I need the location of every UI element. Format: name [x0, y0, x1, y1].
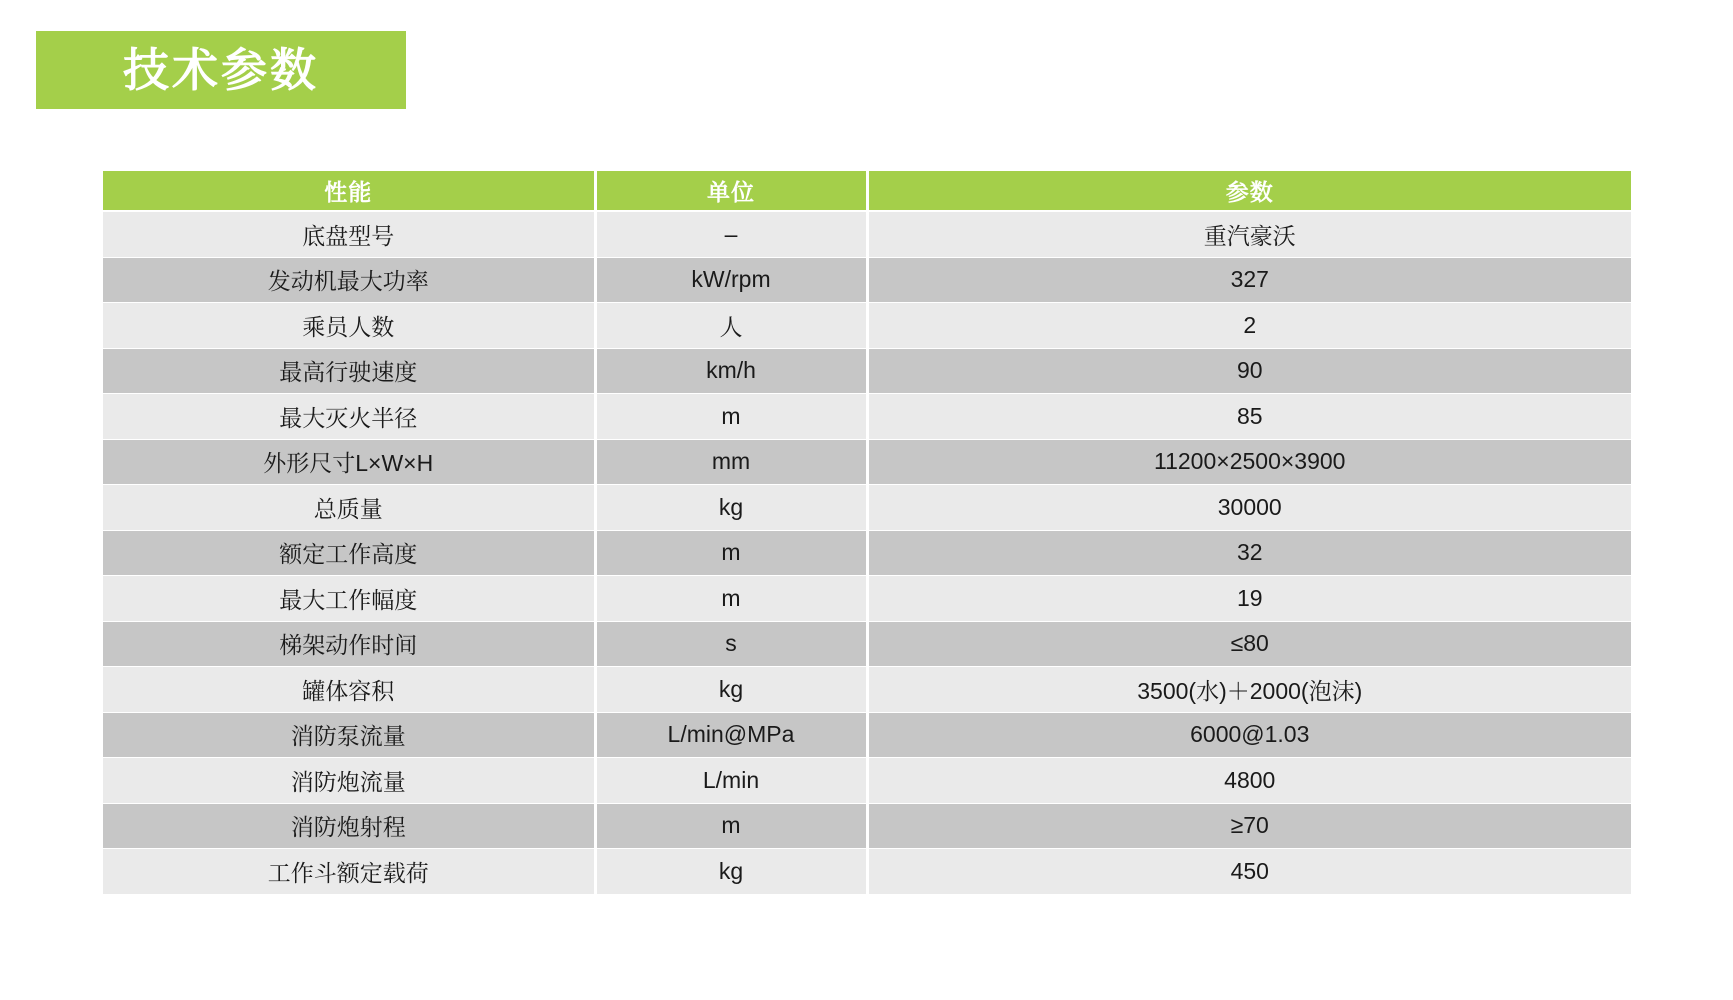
- cell-value: ≥70: [867, 803, 1631, 849]
- cell-name: 罐体容积: [103, 667, 595, 713]
- cell-name: 总质量: [103, 485, 595, 531]
- cell-value: 重汽豪沃: [867, 211, 1631, 257]
- cell-value: ≤80: [867, 621, 1631, 667]
- cell-unit: kg: [595, 849, 867, 895]
- cell-unit: m: [595, 530, 867, 576]
- cell-value: 3500(水)＋2000(泡沫): [867, 667, 1631, 713]
- cell-value: 30000: [867, 485, 1631, 531]
- cell-unit: m: [595, 394, 867, 440]
- cell-value: 2: [867, 303, 1631, 349]
- cell-unit: 人: [595, 303, 867, 349]
- cell-value: 90: [867, 348, 1631, 394]
- table-row: [103, 394, 1631, 440]
- cell-name: 最高行驶速度: [103, 348, 595, 394]
- cell-unit: s: [595, 621, 867, 667]
- table-header-row: [103, 171, 1631, 211]
- table-row: [103, 849, 1631, 895]
- table-row: [103, 257, 1631, 303]
- cell-value: 4800: [867, 758, 1631, 804]
- cell-unit: km/h: [595, 348, 867, 394]
- cell-name: 最大灭火半径: [103, 394, 595, 440]
- table-row: [103, 530, 1631, 576]
- cell-name: 最大工作幅度: [103, 576, 595, 622]
- table-row: [103, 485, 1631, 531]
- cell-unit: –: [595, 211, 867, 257]
- table-row: [103, 303, 1631, 349]
- cell-unit: kg: [595, 667, 867, 713]
- cell-value: 327: [867, 257, 1631, 303]
- table-row: [103, 712, 1631, 758]
- table-row: [103, 576, 1631, 622]
- table-header: [103, 171, 1631, 211]
- cell-unit: kW/rpm: [595, 257, 867, 303]
- cell-unit: L/min@MPa: [595, 712, 867, 758]
- table-row: [103, 348, 1631, 394]
- cell-unit: mm: [595, 439, 867, 485]
- cell-value: 85: [867, 394, 1631, 440]
- cell-value: 32: [867, 530, 1631, 576]
- cell-name: 底盘型号: [103, 211, 595, 257]
- cell-value: 450: [867, 849, 1631, 895]
- cell-name: 工作斗额定载荷: [103, 849, 595, 895]
- column-header-parameter: 参数: [867, 171, 1631, 211]
- cell-name: 消防炮射程: [103, 803, 595, 849]
- section-title-banner: [36, 31, 406, 109]
- cell-name: 消防炮流量: [103, 758, 595, 804]
- cell-value: 19: [867, 576, 1631, 622]
- cell-name: 梯架动作时间: [103, 621, 595, 667]
- cell-unit: m: [595, 576, 867, 622]
- cell-name: 额定工作高度: [103, 530, 595, 576]
- cell-unit: m: [595, 803, 867, 849]
- column-header-performance: 性能: [103, 171, 595, 211]
- cell-unit: L/min: [595, 758, 867, 804]
- table-row: [103, 758, 1631, 804]
- table-body: [103, 211, 1631, 894]
- cell-name: 外形尺寸L×W×H: [103, 439, 595, 485]
- column-header-unit: 单位: [595, 171, 867, 211]
- cell-value: 6000@1.03: [867, 712, 1631, 758]
- cell-name: 乘员人数: [103, 303, 595, 349]
- page-title: 技术参数: [123, 44, 319, 96]
- table-row: [103, 621, 1631, 667]
- cell-unit: kg: [595, 485, 867, 531]
- table-row: [103, 803, 1631, 849]
- cell-name: 消防泵流量: [103, 712, 595, 758]
- cell-name: 发动机最大功率: [103, 257, 595, 303]
- table-row: [103, 211, 1631, 257]
- table-row: [103, 667, 1631, 713]
- technical-parameters-table: [103, 171, 1631, 895]
- cell-value: 11200×2500×3900: [867, 439, 1631, 485]
- table-row: [103, 439, 1631, 485]
